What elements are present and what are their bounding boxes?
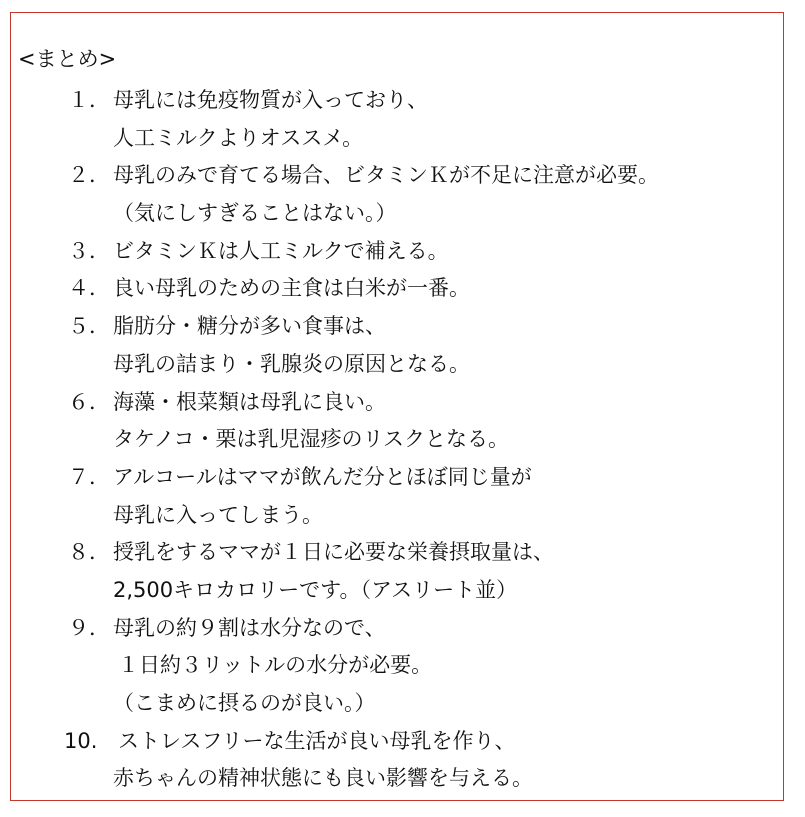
item-text: 良い母乳のための主食は白米が一番。 <box>113 276 470 301</box>
item-number: ５． <box>68 314 110 339</box>
item-text: 母乳に入ってしまう。 <box>113 502 323 527</box>
list-item-6-continued <box>0 421 784 459</box>
list-item-5 <box>0 308 784 346</box>
item-text: 母乳には免疫物質が入っており、 <box>113 88 428 112</box>
item-number: １． <box>68 88 110 112</box>
list-item-2-continued <box>0 195 784 233</box>
list-item-10 <box>0 723 784 761</box>
item-text: 母乳のみで育てる場合、ビタミンＫが不足に注意が必要。 <box>113 163 659 188</box>
item-text: １日約３リットルの水分が必要。 <box>118 653 433 678</box>
item-text: 授乳をするママが１日に必要な栄養摂取量は、 <box>113 540 554 565</box>
list-item-6 <box>0 384 784 422</box>
item-text: 赤ちゃんの精神状態にも良い影響を与える。 <box>113 766 533 791</box>
list-item-9-continued <box>0 647 784 685</box>
item-number: ７． <box>68 464 110 489</box>
item-text: 母乳の詰まり・乳腺炎の原因となる。 <box>113 351 470 376</box>
item-text: 人工ミルクよりオススメ。 <box>113 125 364 150</box>
list-item-4 <box>0 270 784 308</box>
list-item-10-continued <box>0 760 784 798</box>
item-number: ６． <box>68 389 110 414</box>
list-item-2 <box>0 157 784 195</box>
list-item-7 <box>0 459 784 497</box>
list-item-5-continued <box>0 346 784 384</box>
item-number: ４． <box>68 276 110 301</box>
item-number: ８． <box>68 540 110 565</box>
summary-list <box>0 82 784 798</box>
item-text: （気にしすぎることはない。） <box>113 201 397 226</box>
item-number: ９． <box>68 615 110 640</box>
list-item-8-continued <box>0 572 784 610</box>
item-text: ストレスフリーな生活が良い母乳を作り、 <box>118 728 516 753</box>
list-item-1-continued <box>0 120 784 158</box>
item-text: 母乳の約９割は水分なので、 <box>113 615 386 640</box>
list-item-8 <box>0 534 784 572</box>
item-text: 海藻・根菜類は母乳に良い。 <box>113 389 386 414</box>
item-text: 2,500キロカロリーです。（アスリート並） <box>113 577 518 602</box>
item-number: ３． <box>68 238 110 263</box>
item-text: ビタミンＫは人工ミルクで補える。 <box>113 238 449 263</box>
list-item-7-continued <box>0 497 784 535</box>
list-item-9 <box>0 610 784 648</box>
list-item-1 <box>0 82 784 120</box>
item-text: （こまめに摂るのが良い。） <box>113 691 376 715</box>
item-text: アルコールはママが飲んだ分とほぼ同じ量が <box>113 464 532 489</box>
item-number: 10. <box>64 728 98 753</box>
list-item-3 <box>0 233 784 271</box>
list-item-9-continued-2 <box>0 685 784 723</box>
item-text: タケノコ・栗は乳児湿疹のリスクとなる。 <box>113 427 510 452</box>
item-text: 脂肪分・糖分が多い食事は、 <box>113 314 386 339</box>
item-number: ２． <box>68 163 110 188</box>
summary-heading: <まとめ> <box>18 47 117 71</box>
